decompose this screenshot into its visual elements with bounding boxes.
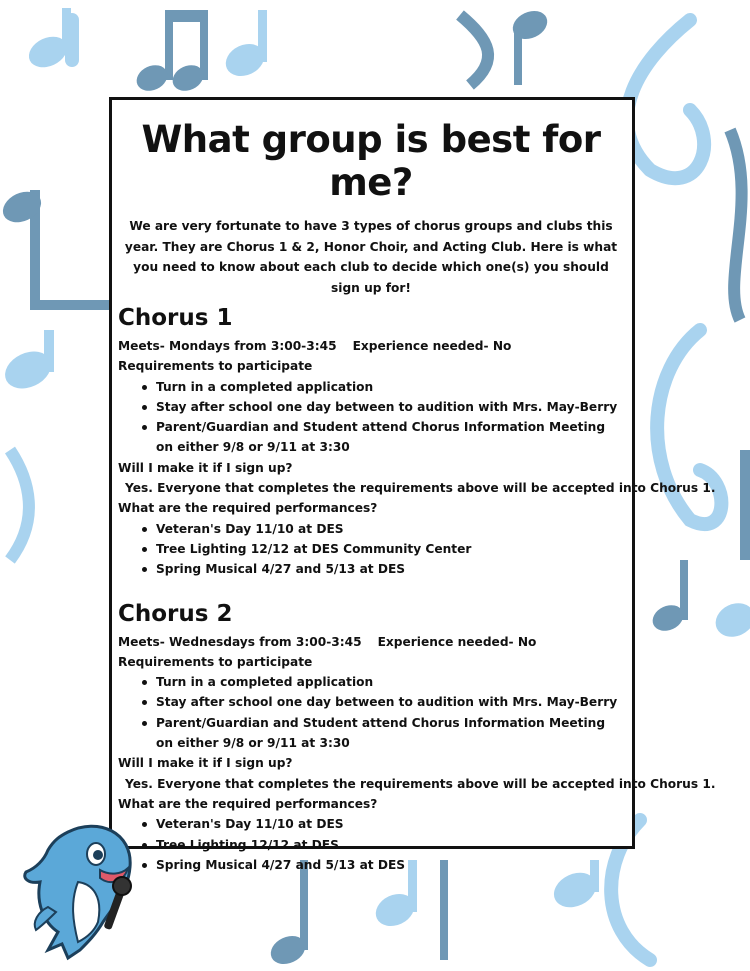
intro-paragraph: We are very fortunate to have 3 types of chorus groups and clubs this year. They are Chorus 1 & 2, Honor Choir, and Acting Club. Here is what you need to know about each club to decide which one(s) you should sign up for! — [124, 219, 618, 295]
info-card — [109, 97, 716, 872]
list-item: Tree Lighting 12/12 at DES Community Center — [142, 539, 624, 559]
page-title: What group is best for me? — [141, 118, 601, 204]
eighth-note-flag-icon — [10, 450, 29, 560]
section-heading: Chorus 2 — [118, 600, 233, 627]
question-label: Will I make it if I sign up? — [118, 460, 293, 475]
chorus-2-section — [118, 600, 716, 876]
section-heading: Chorus 1 — [118, 305, 233, 331]
requirements-list — [118, 672, 624, 753]
meets-text: Meets- Mondays from 3:00-3:45 — [118, 339, 337, 353]
performances-label: What are the required performances? — [118, 796, 378, 811]
meets-line — [118, 336, 624, 356]
eighth-note-flag-icon — [460, 15, 488, 85]
requirements-list — [118, 377, 624, 458]
list-item: Turn in a completed application — [142, 377, 624, 397]
list-item: Spring Musical 4/27 and 5/13 at DES — [142, 855, 624, 875]
list-item: Veteran's Day 11/10 at DES — [142, 519, 624, 539]
experience-text: Experience needed- No — [377, 634, 537, 649]
list-item: Veteran's Day 11/10 at DES — [142, 814, 624, 834]
meets-text: Meets- Wednesdays from 3:00-3:45 — [118, 634, 362, 649]
performances-list — [118, 814, 624, 875]
question-label: Will I make it if I sign up? — [118, 756, 293, 771]
performances-list — [118, 519, 624, 580]
list-item: Spring Musical 4/27 and 5/13 at DES — [142, 559, 624, 579]
requirements-label: Requirements to participate — [118, 654, 313, 669]
answer-text: Yes. Everyone that completes the requirements above will be accepted into Chorus 1. — [125, 481, 716, 496]
requirements-label: Requirements to participate — [118, 359, 313, 374]
treble-clef-icon — [730, 130, 742, 320]
list-item: Tree Lighting 12/12 at DES — [142, 835, 624, 855]
list-item: Stay after school one day between to audition with Mrs. May-Berry — [142, 397, 624, 417]
list-item: Parent/Guardian and Student attend Chorus Information Meeting on either 9/8 or 9/11 at 3:30 — [142, 417, 624, 458]
experience-text: Experience needed- No — [352, 339, 512, 353]
meets-line — [118, 632, 624, 652]
list-item: Stay after school one day between to audition with Mrs. May-Berry — [142, 692, 624, 712]
answer-text: Yes. Everyone that completes the requirements above will be accepted into Chorus 1. — [125, 776, 716, 791]
music-note-icon — [710, 597, 750, 643]
list-item: Turn in a completed application — [142, 672, 624, 692]
chorus-1-section — [118, 304, 716, 580]
treble-clef-icon — [627, 20, 704, 178]
performances-label: What are the required performances? — [118, 501, 378, 516]
dolphin-mascot-icon — [18, 812, 148, 962]
list-item: Parent/Guardian and Student attend Chorus Information Meeting on either 9/8 or 9/11 at 3:30 — [142, 713, 624, 754]
